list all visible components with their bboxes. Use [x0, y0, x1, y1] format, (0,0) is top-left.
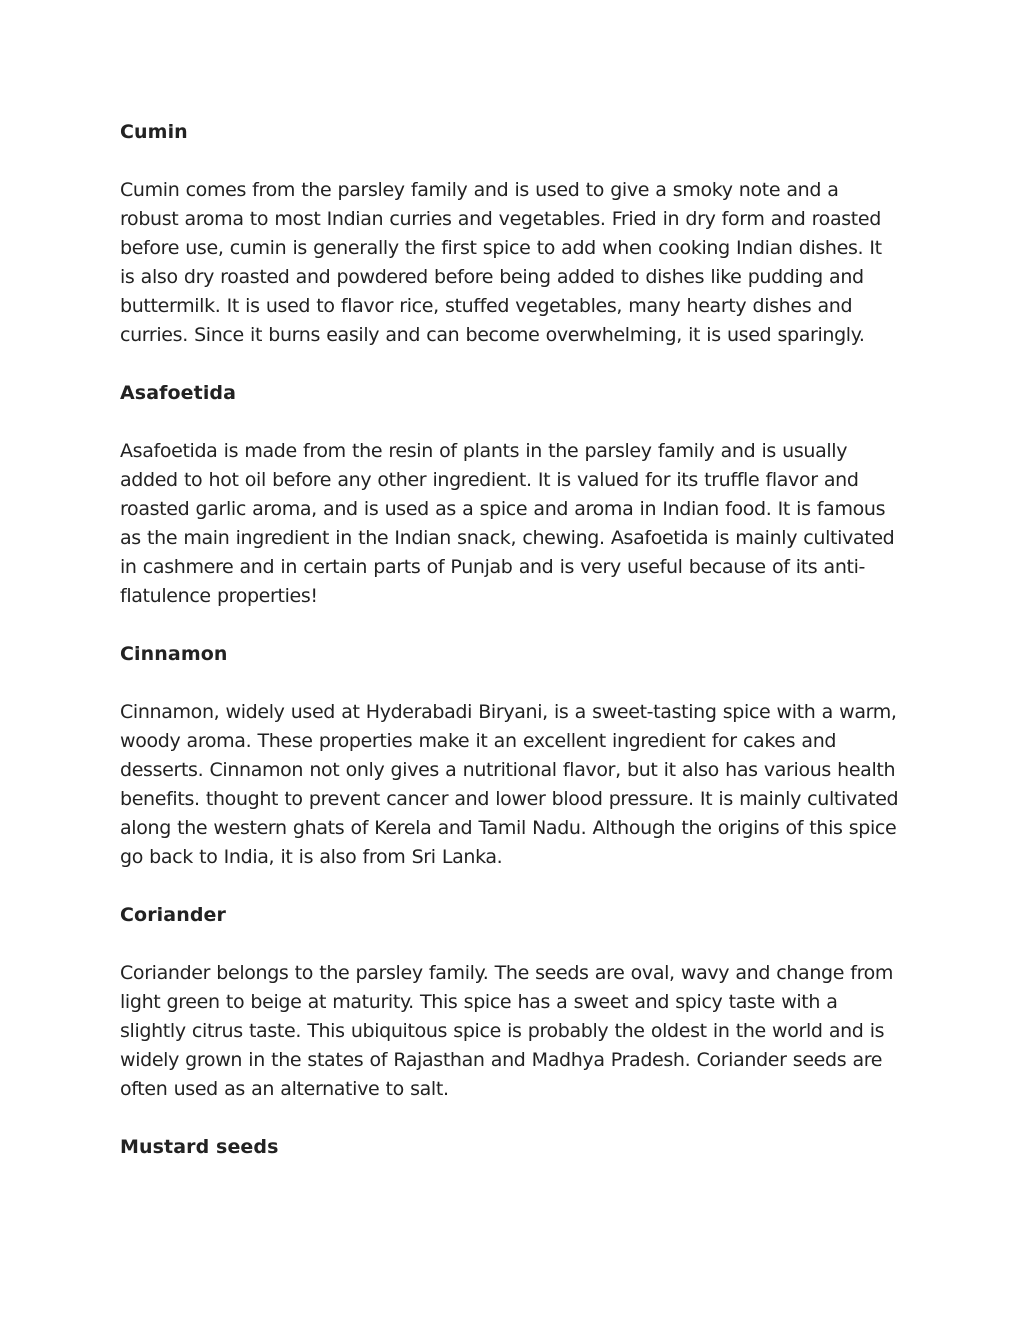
section-heading-asafoetida: Asafoetida: [120, 382, 237, 404]
section-body-cumin: Cumin comes from the parsley family and is used to give a smoky note and a robust aroma to most Indian curries and vegetables. Fried in dry form and roasted before use, cumin is generally the first spice to add when cooking Indian dishes. It is also dry roasted and powdered before being added to dishes like pudding and buttermilk. It is used to flavor rice, stuffed vegetables, many hearty dishes and curries. Since it burns easily and can become overwhelming, it is used sparingly.: [120, 179, 882, 346]
section-heading-cumin: Cumin: [120, 121, 188, 143]
section-heading-cinnamon: Cinnamon: [120, 643, 228, 665]
section-body-coriander: Coriander belongs to the parsley family. The seeds are oval, wavy and change from light green to beige at maturity. This spice has a sweet and spicy taste with a slightly citrus taste. This ubiquitous spice is probably the oldest in the world and is widely grown in the states of Rajasthan and Madhya Pradesh. Coriander seeds are often used as an alternative to salt.: [120, 962, 894, 1100]
section-body-asafoetida: Asafoetida is made from the resin of plants in the parsley family and is usually added to hot oil before any other ingredient. It is valued for its truffle flavor and roasted garlic aroma, and is used as a spice and aroma in Indian food. It is famous as the main ingredient in the Indian snack, chewing. Asafoetida is mainly cultivated in cashmere and in certain parts of Punjab and is very useful because of its anti-flatulence properties!: [120, 440, 895, 607]
section-heading-coriander: Coriander: [120, 904, 226, 926]
document-page: [120, 118, 900, 1162]
section-heading-mustard-seeds: Mustard seeds: [120, 1136, 279, 1158]
section-body-cinnamon: Cinnamon, widely used at Hyderabadi Biryani, is a sweet-tasting spice with a warm, woody aroma. These properties make it an excellent ingredient for cakes and desserts. Cinnamon not only gives a nutritional flavor, but it also has various health benefits. thought to prevent cancer and lower blood pressure. It is mainly cultivated along the western ghats of Kerela and Tamil Nadu. Although the origins of this spice go back to India, it is also from Sri Lanka.: [120, 701, 899, 868]
